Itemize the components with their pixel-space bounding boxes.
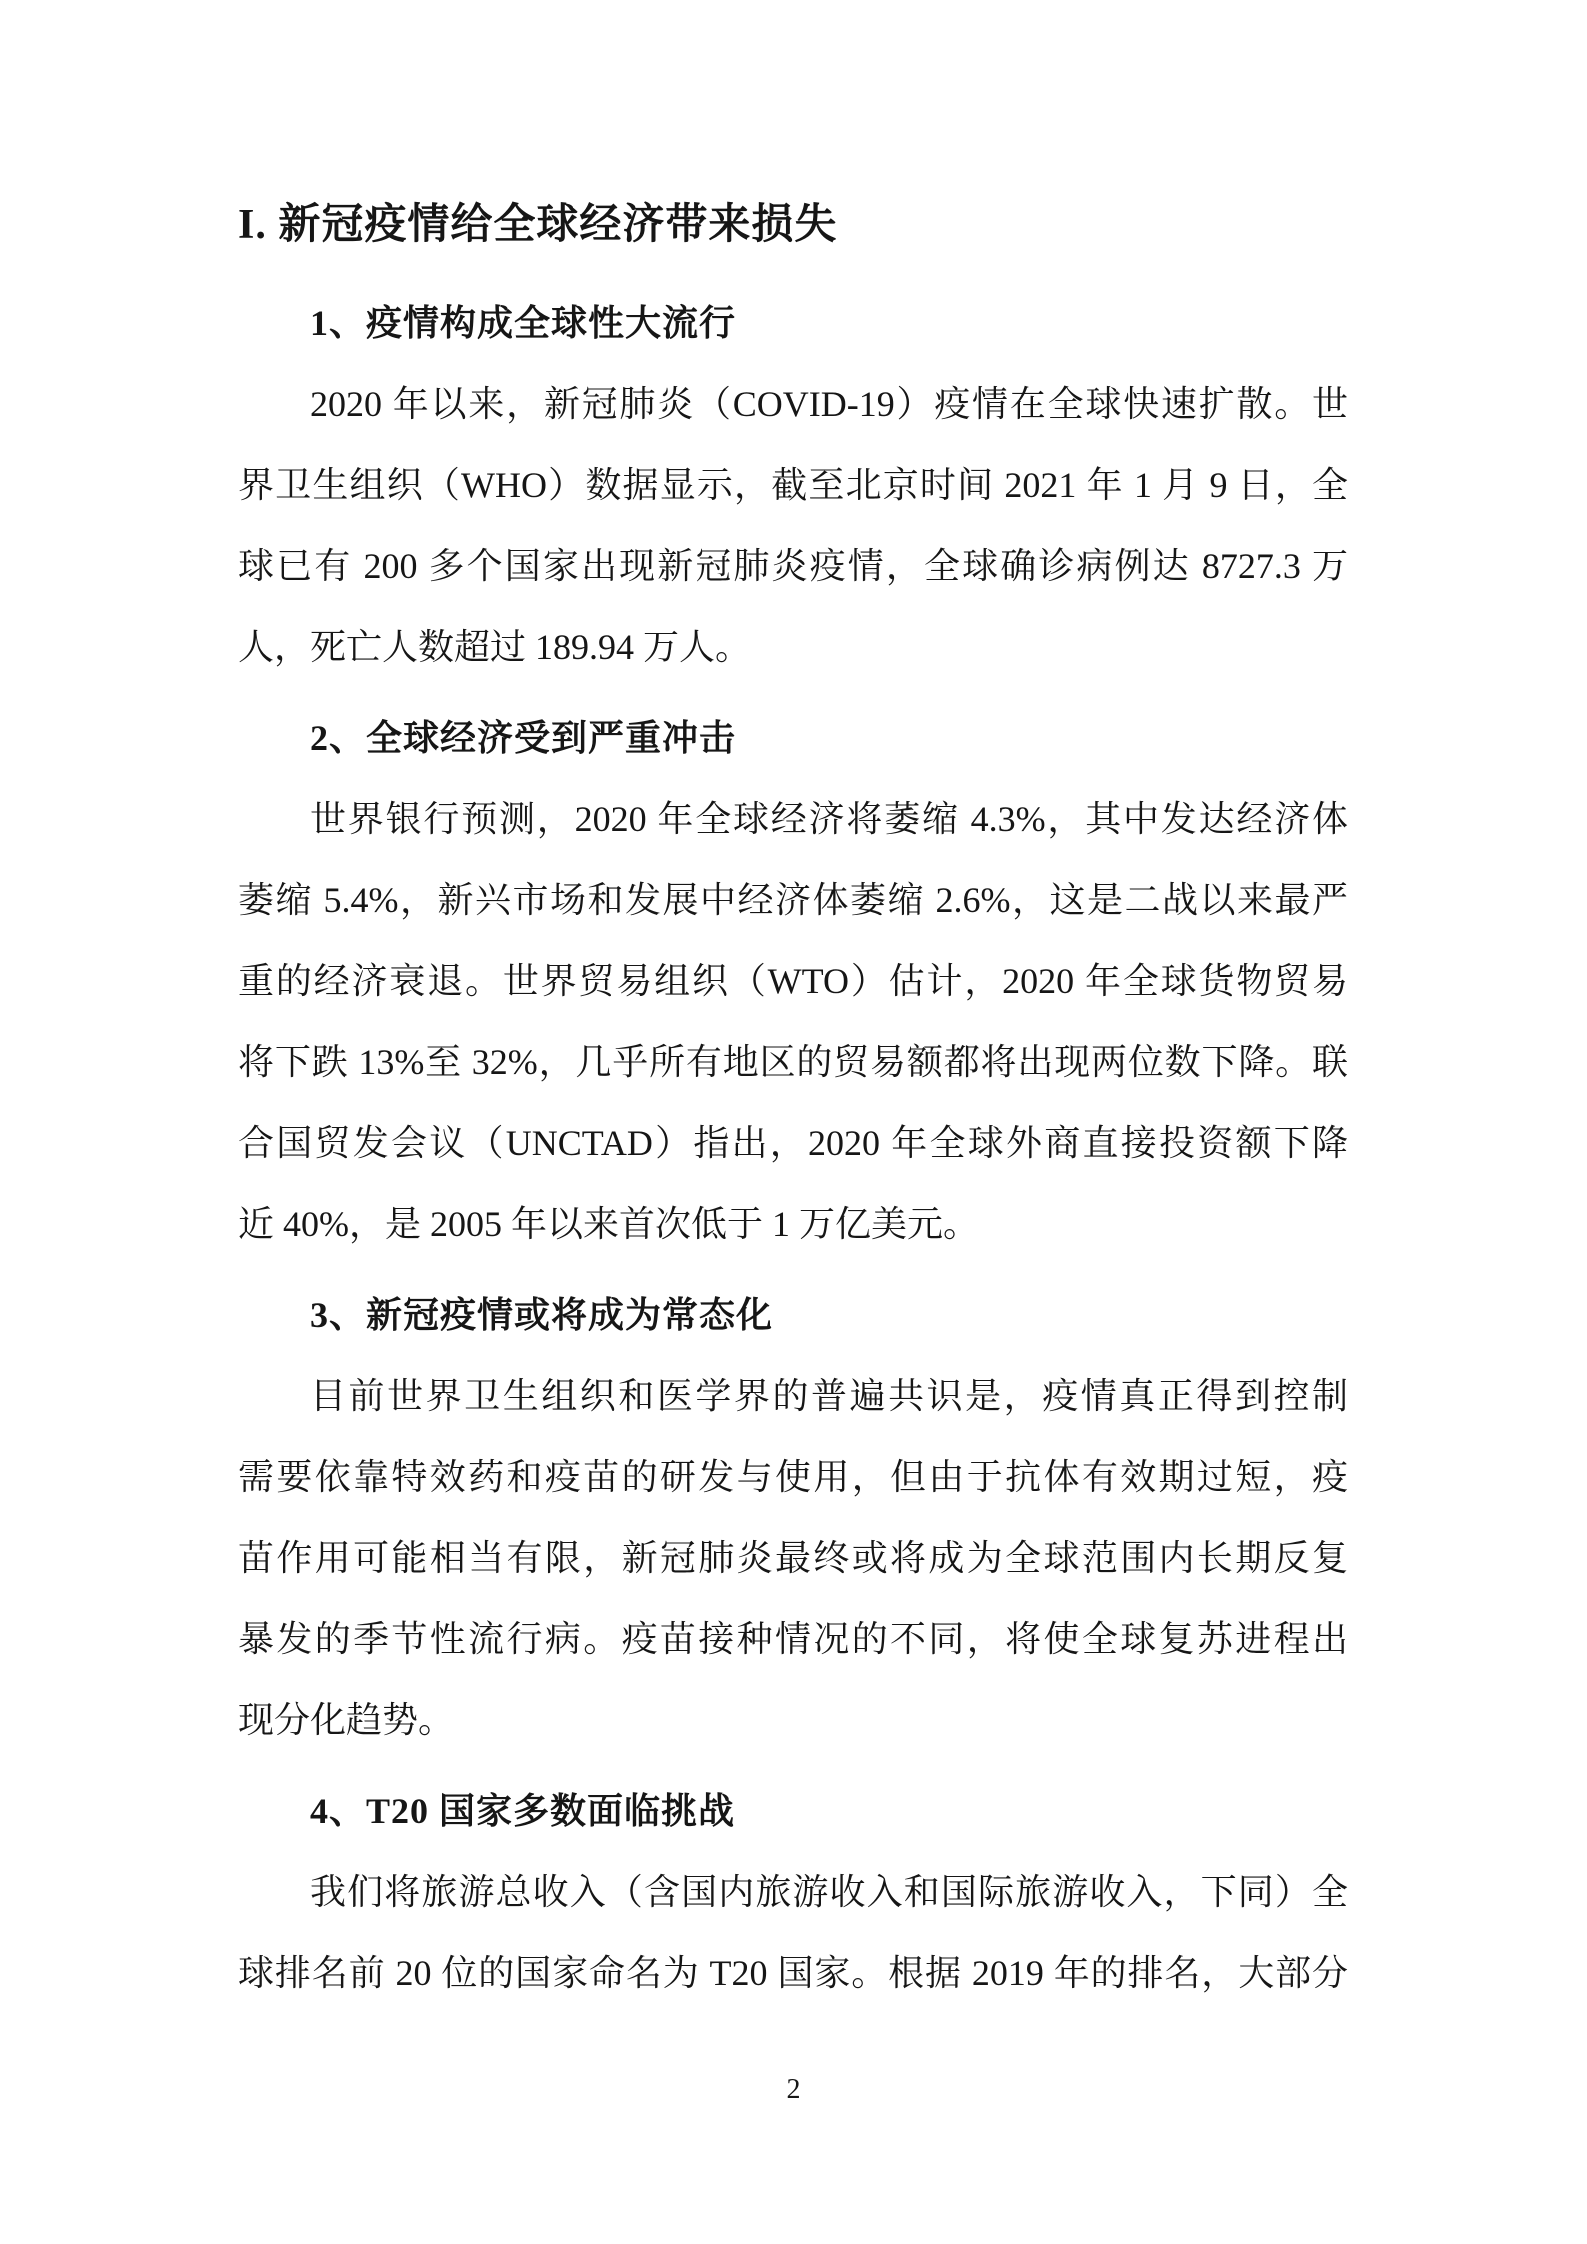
body-line: 目前世界卫生组织和医学界的普遍共识是，疫情真正得到控制: [310, 1376, 1348, 1416]
section-heading-2: 2、全球经济受到严重冲击: [310, 718, 737, 758]
body-line: 近 40%，是 2005 年以来首次低于 1 万亿美元。: [238, 1204, 979, 1244]
body-line: 球已有 200 多个国家出现新冠肺炎疫情，全球确诊病例达 8727.3 万: [238, 546, 1348, 586]
document-title: I. 新冠疫情给全球经济带来损失: [238, 202, 838, 248]
section-heading-1: 1、疫情构成全球性大流行: [310, 303, 737, 343]
body-line: 界卫生组织（WHO）数据显示，截至北京时间 2021 年 1 月 9 日，全: [238, 465, 1348, 505]
page-number: 2: [786, 2074, 801, 2105]
section-heading-4: 4、T20 国家多数面临挑战: [310, 1791, 736, 1831]
body-line: 球排名前 20 位的国家命名为 T20 国家。根据 2019 年的排名，大部分: [238, 1953, 1348, 1993]
body-line: 合国贸发会议（UNCTAD）指出，2020 年全球外商直接投资额下降: [238, 1123, 1348, 1163]
body-line: 人，死亡人数超过 189.94 万人。: [238, 627, 752, 667]
body-line: 需要依靠特效药和疫苗的研发与使用，但由于抗体有效期过短，疫: [238, 1457, 1348, 1497]
body-line: 2020 年以来，新冠肺炎（COVID-19）疫情在全球快速扩散。世: [310, 384, 1348, 424]
body-line: 现分化趋势。: [238, 1700, 455, 1740]
body-line: 暴发的季节性流行病。疫苗接种情况的不同，将使全球复苏进程出: [238, 1619, 1348, 1659]
document-content: [238, 195, 1348, 2014]
body-line: 苗作用可能相当有限，新冠肺炎最终或将成为全球范围内长期反复: [238, 1538, 1348, 1578]
body-line: 重的经济衰退。世界贸易组织（WTO）估计，2020 年全球货物贸易: [238, 961, 1348, 1001]
body-line: 将下跌 13%至 32%，几乎所有地区的贸易额都将出现两位数下降。联: [238, 1042, 1348, 1082]
section-heading-3: 3、新冠疫情或将成为常态化: [310, 1295, 774, 1335]
body-line: 世界银行预测，2020 年全球经济将萎缩 4.3%，其中发达经济体: [310, 799, 1348, 839]
body-line: 萎缩 5.4%，新兴市场和发展中经济体萎缩 2.6%，这是二战以来最严: [238, 880, 1348, 920]
body-line: 我们将旅游总收入（含国内旅游收入和国际旅游收入，下同）全: [310, 1872, 1348, 1912]
